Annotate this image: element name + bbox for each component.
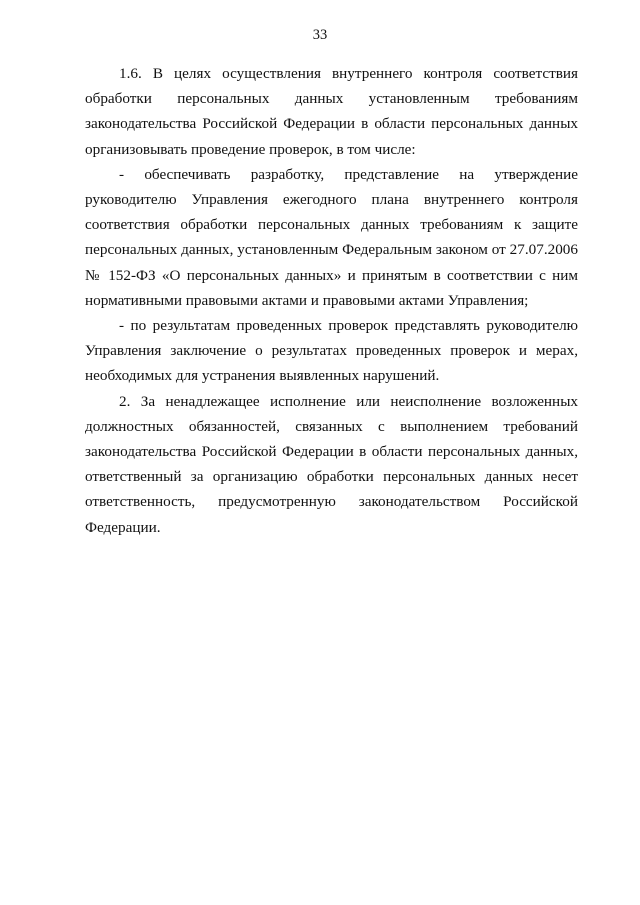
paragraph-2: 2. За ненадлежащее исполнение или неисполнение возложенных должностных обязанностей, связанных с выполнением требований законодательства Российской Федерации в области персональных данных, ответственный за организацию обработки персональных данных несет ответственность, предусмотренную законодательством Российской Федерации. (85, 392, 578, 536)
paragraph-bullet-report: - по результатам проведенных проверок представлять руководителю Управления заключение о результатах проведенных проверок и мерах, необходимых для устранения выявленных нарушений. (85, 317, 578, 385)
page-number: 33 (312, 27, 328, 43)
paragraph-1-6: 1.6. В целях осуществления внутреннего контроля соответствия обработки персональных данных установленным требованиям законодательства Российской Федерации в области персональных данных организовывать проведение проверок, в том числе: (85, 65, 578, 158)
document-body (85, 61, 578, 540)
paragraph-bullet-plan: - обеспечивать разработку, представление на утверждение руководителю Управления ежегодного плана внутреннего контроля соответствия обработки персональных данных требованиям к защите персональных данных, установленным Федеральным законом от 27.07.2006 № 152-ФЗ «О персональных данных» и принятым в соответствии с ним нормативными правовыми актами и правовыми актами Управления; (85, 165, 578, 309)
